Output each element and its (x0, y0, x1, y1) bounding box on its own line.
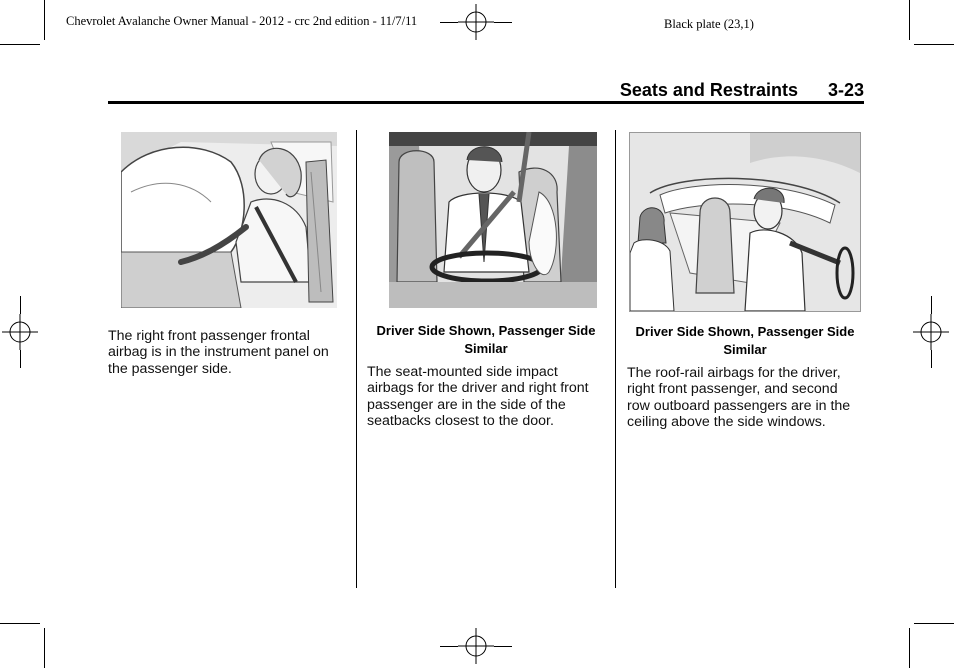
registration-line-right-top (931, 296, 932, 314)
column-3-caption: Driver Side Shown, Passenger Side Similar (635, 324, 855, 357)
driver-drawing (389, 132, 597, 308)
passenger-frontal-airbag-illustration (121, 132, 337, 308)
registration-mark-top (458, 4, 494, 40)
crop-mark-tl-v (44, 0, 45, 40)
roof-rail-drawing (630, 133, 860, 311)
crop-mark-bl-h (0, 623, 40, 624)
column-2 (367, 132, 605, 429)
registration-mark-left (2, 314, 38, 350)
column-divider-2 (615, 130, 616, 588)
page-number: 3-23 (827, 80, 864, 100)
plate-id: Black plate (23,1) (664, 17, 754, 31)
driver-seat-side-airbag-illustration (389, 132, 597, 308)
column-3 (627, 132, 863, 430)
crop-mark-br-h (914, 623, 954, 624)
registration-line-top-left (440, 22, 458, 23)
crop-mark-tl-h (0, 44, 40, 45)
crop-mark-tr-v (909, 0, 910, 40)
airbag-drawing (121, 132, 337, 308)
registration-line-left-bottom (20, 350, 21, 368)
column-3-text: The roof-rail airbags for the driver, right front passenger, and second row outboard passengers are in the ceiling above the side windows. (627, 365, 851, 430)
registration-line-bottom-right (494, 646, 512, 647)
column-divider-1 (356, 130, 357, 588)
column-2-text: The seat-mounted side impact airbags for the driver and right front passenger are in the side of the seatbacks closest to the door. (367, 364, 589, 429)
registration-line-bottom-left (440, 646, 458, 647)
crop-mark-tr-h (914, 44, 954, 45)
registration-mark-right (913, 314, 949, 350)
registration-line-top-right (494, 22, 512, 23)
registration-line-right-bottom (931, 350, 932, 368)
registration-line-left-top (20, 296, 21, 314)
crop-mark-br-v (909, 628, 910, 668)
column-1 (108, 132, 344, 377)
section-heading (108, 80, 864, 102)
roof-rail-airbag-illustration (629, 132, 861, 312)
column-2-caption: Driver Side Shown, Passenger Side Similar (376, 323, 596, 356)
registration-mark-bottom (458, 628, 494, 664)
column-1-text: The right front passenger frontal airbag is in the instrument panel on the passenger side. (108, 328, 329, 377)
heading-rule (108, 101, 864, 104)
plate-header: Chevrolet Avalanche Owner Manual - 2012 - crc 2nd edition - 11/7/11 (66, 14, 418, 28)
crop-mark-bl-v (44, 628, 45, 668)
section-title: Seats and Restraints (619, 80, 798, 100)
